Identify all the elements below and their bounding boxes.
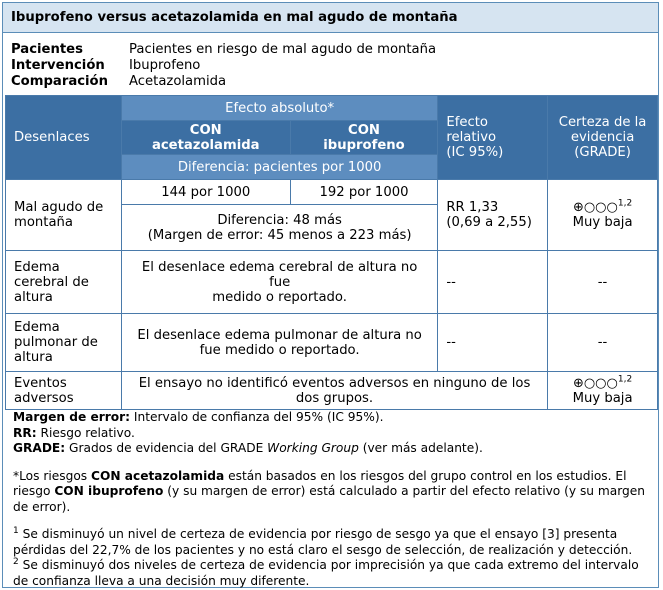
- pacientes-label: Pacientes: [11, 42, 83, 57]
- header-efecto-relativo: [438, 96, 548, 180]
- header-con-acetazolamida-line1: CON: [189, 122, 222, 138]
- row-edema-cerebral-certeza: --: [548, 251, 658, 314]
- row-edema-pulmonar-name-line2: pulmonar de: [14, 335, 98, 350]
- row-mal-agudo-certeza: [548, 180, 658, 251]
- findings-table: [5, 95, 658, 410]
- margen-text: Intervalo de confianza del 95% (IC 95%).: [130, 410, 384, 424]
- row-eventos-text-line1: El ensayo no identificó eventos adversos en ninguno de los: [138, 375, 531, 391]
- header-efecto-absoluto: Efecto absoluto*: [121, 96, 438, 121]
- comparacion-label: Comparación: [11, 74, 109, 89]
- row-eventos-certeza-text: Muy baja: [572, 390, 633, 406]
- star-bold-2: CON ibuprofeno: [54, 484, 164, 498]
- row-edema-cerebral-text: [121, 251, 438, 314]
- row-mal-agudo-diferencia: [121, 205, 438, 251]
- footnote-rr: [13, 426, 653, 442]
- row-edema-pulmonar-certeza: --: [548, 314, 658, 372]
- header-certeza-line1: Certeza de la: [558, 115, 647, 130]
- pico-row-comparacion: [11, 74, 227, 90]
- row-mal-agudo-name: [6, 180, 122, 251]
- row-edema-pulmonar-text-line1: El desenlace edema pulmonar de altura no: [137, 327, 422, 343]
- row-edema-cerebral-relativo: --: [438, 251, 548, 314]
- footnote-2: [13, 558, 653, 589]
- row-edema-cerebral-text-line2: medido o reportado.: [212, 289, 347, 305]
- row-eventos-name: [6, 372, 122, 410]
- row-mal-agudo-relativo: [438, 180, 548, 251]
- row-edema-cerebral-name-line1: Edema: [14, 259, 60, 275]
- footnote-2-text: Se disminuyó dos niveles de certeza de evidencia por imprecisión ya que cada extremo del intervalo de confianza lleva a una decisión muy diferente.: [13, 558, 639, 588]
- comparacion-value: Acetazolamida: [129, 74, 227, 89]
- certainty-symbols-icon: ⊕○○○: [572, 200, 618, 215]
- header-efecto-relativo-line3: (IC 95%): [446, 145, 504, 160]
- row-mal-agudo-diferencia-line1: Diferencia: 48 más: [217, 212, 342, 228]
- footnote-1: [13, 527, 653, 558]
- footnote-grade: [13, 441, 653, 457]
- grade-text: Grados de evidencia del GRADE: [65, 441, 268, 455]
- footnotes: [13, 410, 653, 589]
- row-edema-cerebral-text-line1: El desenlace edema cerebral de altura no fue: [141, 259, 418, 290]
- header-con-acetazolamida-line2: acetazolamida: [151, 137, 260, 153]
- header-certeza: [548, 96, 658, 180]
- star-bold-1: CON acetazolamida: [91, 468, 225, 483]
- row-eventos-text-line2: dos grupos.: [295, 390, 374, 406]
- header-efecto-relativo-line1: Efecto: [446, 115, 488, 130]
- row-mal-agudo-ibuprofeno: 192 por 1000: [290, 180, 438, 205]
- row-mal-agudo-name-line1: Mal agudo de: [14, 200, 104, 215]
- footnote-2-marker: 2: [13, 556, 19, 567]
- footnote-1-text: Se disminuyó un nivel de certeza de evidencia por riesgo de sesgo ya que el ensayo [3] presenta pérdidas del 22,7% de los pacientes y no está claro el sesgo de selección, de realización y detección.: [13, 527, 633, 557]
- star-text-2: están basados en los riesgos del grupo control en los estudios. El riesgo: [13, 468, 627, 498]
- table-title: Ibuprofeno versus acetazolamida en mal agudo de montaña: [3, 3, 658, 33]
- header-certeza-line3: (GRADE): [574, 145, 631, 160]
- pico-row-pacientes: [11, 42, 437, 58]
- intervencion-label: Intervención: [11, 58, 105, 73]
- header-efecto-relativo-line2: relativo: [446, 130, 497, 145]
- header-certeza-line2: evidencia: [570, 130, 635, 145]
- star-text-3: (y su margen de error) está calculado a partir del efecto relativo (y su margen de error).: [13, 484, 646, 514]
- row-mal-agudo-rr-ci: (0,69 a 2,55): [446, 215, 532, 230]
- row-mal-agudo-certeza-rating: [556, 200, 649, 215]
- row-edema-pulmonar-name-line1: Edema: [14, 320, 60, 335]
- header-diferencia: Diferencia: pacientes por 1000: [121, 155, 438, 180]
- row-mal-agudo-rr: RR 1,33: [446, 200, 499, 215]
- row-edema-cerebral-name-line3: altura: [14, 289, 53, 305]
- row-edema-cerebral-name-line2: cerebral de: [14, 274, 89, 290]
- header-con-ibuprofeno-line2: ibuprofeno: [323, 137, 405, 153]
- row-eventos-text: [121, 372, 547, 410]
- summary-of-findings-table: [2, 2, 659, 588]
- pacientes-value: Pacientes en riesgo de mal agudo de montaña: [129, 42, 437, 57]
- row-edema-pulmonar-name-line3: altura: [14, 350, 53, 365]
- row-eventos-certeza: [548, 372, 658, 410]
- intervencion-value: Ibuprofeno: [129, 58, 201, 73]
- rr-label: RR:: [13, 425, 37, 440]
- row-mal-agudo-acetazolamida: 144 por 1000: [121, 180, 290, 205]
- header-con-ibuprofeno: [290, 121, 438, 155]
- row-mal-agudo-certeza-text: Muy baja: [572, 215, 633, 230]
- pico-row-intervencion: [11, 58, 201, 74]
- certeza-footnote-ref: 1,2: [617, 374, 633, 385]
- grade-text-2: (ver más adelante).: [358, 441, 483, 455]
- row-eventos-name-line1: Eventos: [14, 375, 67, 391]
- header-desenlaces: Desenlaces: [6, 96, 122, 180]
- certeza-footnote-ref: 1,2: [617, 198, 633, 209]
- grade-italic: Working Group: [267, 441, 359, 455]
- margen-label: Margen de error:: [13, 410, 131, 424]
- header-con-ibuprofeno-line1: CON: [348, 122, 380, 138]
- row-mal-agudo-name-line2: montaña: [14, 215, 73, 230]
- row-mal-agudo-diferencia-line2: (Margen de error: 45 menos a 223 más): [147, 227, 412, 243]
- row-edema-pulmonar-relativo: --: [438, 314, 548, 372]
- star-text-1: *Los riesgos: [13, 468, 92, 483]
- grade-label: GRADE:: [13, 441, 66, 455]
- row-eventos-name-line2: adversos: [14, 390, 74, 406]
- footnote-star: [13, 469, 653, 516]
- rr-text: Riesgo relativo.: [36, 425, 135, 440]
- certainty-symbols-icon: ⊕○○○: [572, 375, 618, 391]
- row-edema-pulmonar-text-line2: fue medido o reportado.: [199, 342, 360, 358]
- footnote-margen: [13, 410, 653, 426]
- pico-section: [3, 34, 658, 94]
- footnote-1-marker: 1: [13, 525, 19, 536]
- row-edema-pulmonar-text: [121, 314, 438, 372]
- row-eventos-certeza-rating: [556, 376, 649, 391]
- row-edema-cerebral-name: [6, 251, 122, 314]
- header-con-acetazolamida: [121, 121, 290, 155]
- row-edema-pulmonar-name: [6, 314, 122, 372]
